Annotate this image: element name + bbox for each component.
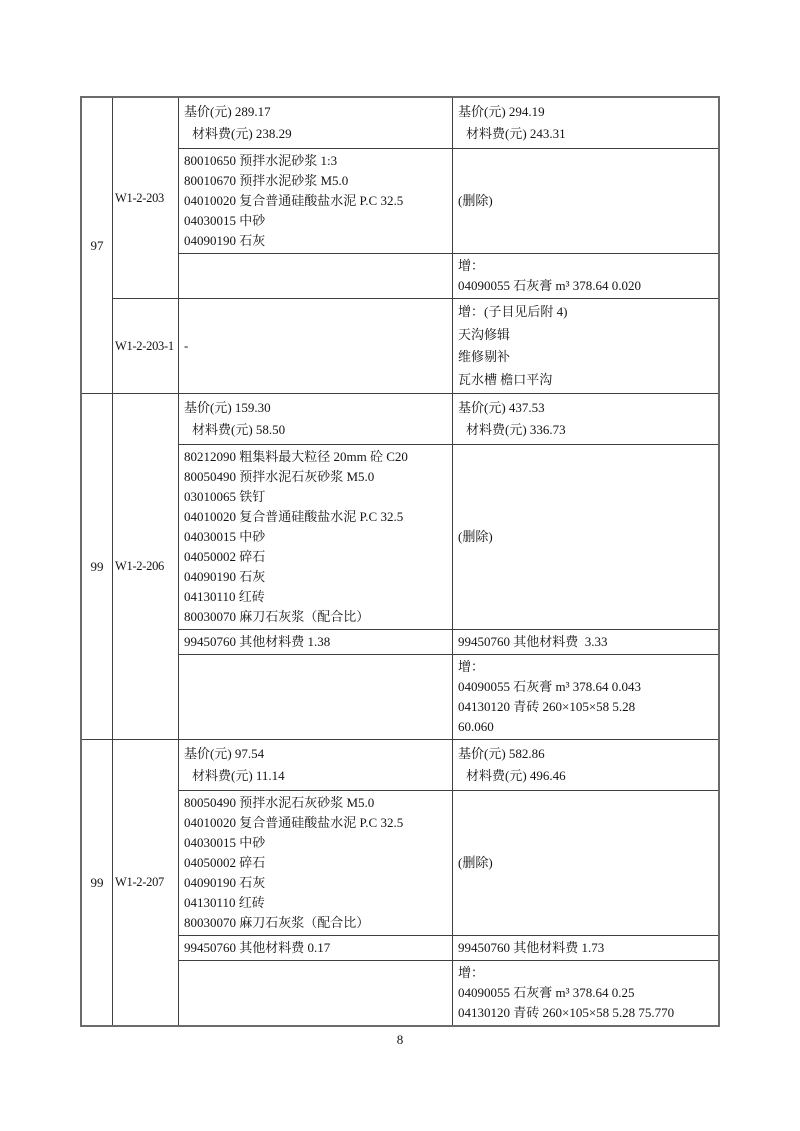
right-cell [453, 936, 718, 960]
left-cell [179, 98, 453, 148]
text-line: 99450760 其他材料费 0.17 [184, 940, 331, 955]
text-line: 04010020 复合普通硅酸盐水泥 P.C 32.5 [184, 193, 404, 208]
group-body [113, 98, 718, 393]
text-line: 80010670 预拌水泥砂浆 M5.0 [184, 173, 349, 188]
text-line: 增：(子目见后附 4) [458, 304, 568, 319]
item-section [113, 394, 718, 739]
subrow-increase [179, 253, 718, 298]
row-number-cell [82, 740, 113, 1025]
text-line: 80212090 粗集料最大粒径 20mm 砼 C20 [184, 449, 408, 464]
text-line: 04130120 青砖 260×105×58 5.28 [458, 699, 636, 714]
left-cell [179, 445, 453, 629]
text-line: 80030070 麻刀石灰浆（配合比） [184, 609, 370, 624]
left-cell [179, 655, 453, 739]
text-line: 基价(元) 289.17 [184, 104, 271, 119]
item-code-cell [113, 394, 179, 739]
subrow-other [179, 935, 718, 960]
text-line: 04030015 中砂 [184, 835, 266, 850]
right-cell [453, 254, 718, 298]
text-line: 80010650 预拌水泥砂浆 1:3 [184, 153, 338, 168]
left-cell [179, 394, 453, 444]
right-cell [453, 740, 718, 790]
text-line: 04090190 石灰 [184, 569, 266, 584]
section-body [179, 394, 718, 739]
text-line: 材料费(元) 243.31 [466, 126, 566, 141]
text-line: 材料费(元) 58.50 [192, 422, 286, 437]
text-line: 增： [458, 258, 485, 273]
subrow-price [179, 394, 718, 444]
text-line: 99450760 其他材料费 1.38 [184, 634, 331, 649]
item-code-cell [113, 98, 179, 298]
right-cell [453, 791, 718, 935]
left-cell [179, 149, 453, 253]
right-cell [453, 394, 718, 444]
table-row-group [82, 739, 718, 1025]
left-cell [179, 791, 453, 935]
text-line: 材料费(元) 496.46 [466, 768, 566, 783]
text-line: 03010065 铁钉 [184, 489, 266, 504]
subrow-price [179, 740, 718, 790]
text-line: 04050002 碎石 [184, 855, 266, 870]
text-line: 04090055 石灰膏 m³ 378.64 0.020 [458, 278, 642, 293]
text-line: 基价(元) 294.19 [458, 104, 545, 119]
left-cell [179, 740, 453, 790]
text-line: 基价(元) 437.53 [458, 400, 545, 415]
subrow-materials [179, 790, 718, 935]
table-row-group [82, 393, 718, 739]
item-code: W1-2-206 [115, 559, 164, 573]
item-section [113, 740, 718, 1025]
text-line: 04130110 红砖 [184, 895, 265, 910]
text-line: 60.060 [458, 719, 494, 734]
text-line: 04030015 中砂 [184, 529, 266, 544]
subrow-single [179, 299, 718, 393]
text-line: 04010020 复合普通硅酸盐水泥 P.C 32.5 [184, 509, 404, 524]
row-number: 99 [90, 558, 104, 574]
text-line: (删除) [458, 193, 493, 208]
text-line: 基价(元) 159.30 [184, 400, 271, 415]
text-line: 天沟修辑 [458, 326, 511, 342]
subrow-increase [179, 960, 718, 1025]
text-line: 80030070 麻刀石灰浆（配合比） [184, 915, 370, 930]
table-row-group [82, 98, 718, 393]
text-line: 增： [458, 965, 485, 980]
item-code-cell [113, 740, 179, 1025]
item-code: W1-2-203-1 [115, 338, 174, 353]
text-line: 04090055 石灰膏 m³ 378.64 0.25 [458, 985, 635, 1000]
page-number: 8 [396, 1032, 404, 1047]
left-cell [179, 630, 453, 654]
text-line: 04090190 石灰 [184, 233, 266, 248]
row-number-cell [82, 98, 113, 393]
item-section [113, 98, 718, 298]
text-line: 材料费(元) 238.29 [192, 126, 292, 141]
text-line: 04130110 红砖 [184, 589, 265, 604]
right-cell [453, 445, 718, 629]
left-cell [179, 936, 453, 960]
quota-table [80, 96, 720, 1027]
text-line: 04090190 石灰 [184, 875, 266, 890]
section-body [179, 740, 718, 1025]
subrow-other [179, 629, 718, 654]
text-line: - [184, 337, 189, 353]
subrow-materials [179, 444, 718, 629]
item-code: W1-2-207 [115, 875, 164, 889]
row-number-cell [82, 394, 113, 739]
text-line: 材料费(元) 336.73 [466, 422, 566, 437]
subrow-materials [179, 148, 718, 253]
text-line: (删除) [458, 529, 493, 544]
right-cell [453, 299, 718, 393]
item-code: W1-2-203 [115, 190, 164, 205]
left-cell [179, 254, 453, 298]
group-body [113, 740, 718, 1025]
right-cell [453, 149, 718, 253]
text-line: 维修剔补 [458, 349, 511, 364]
item-code-cell [113, 299, 179, 393]
text-line: 基价(元) 582.86 [458, 746, 545, 761]
row-number: 99 [90, 874, 104, 890]
text-line: 瓦水槽 檐口平沟 [458, 371, 553, 387]
group-body [113, 394, 718, 739]
text-line: 04010020 复合普通硅酸盐水泥 P.C 32.5 [184, 815, 404, 830]
right-cell [453, 98, 718, 148]
right-cell [453, 961, 718, 1025]
text-line: 80050490 预拌水泥石灰砂浆 M5.0 [184, 795, 375, 810]
text-line: 04090055 石灰膏 m³ 378.64 0.043 [458, 679, 642, 694]
subrow-price [179, 98, 718, 148]
left-cell [179, 299, 453, 393]
text-line: (删除) [458, 855, 493, 870]
right-cell [453, 630, 718, 654]
text-line: 04130120 青砖 260×105×58 5.28 75.770 [458, 1005, 675, 1020]
text-line: 材料费(元) 11.14 [192, 768, 285, 783]
text-line: 增： [458, 659, 485, 674]
text-line: 80050490 预拌水泥石灰砂浆 M5.0 [184, 469, 375, 484]
text-line: 04030015 中砂 [184, 213, 266, 228]
left-cell [179, 961, 453, 1025]
row-number: 97 [90, 237, 104, 253]
section-body [179, 299, 718, 393]
item-section [113, 298, 718, 393]
text-line: 基价(元) 97.54 [184, 746, 265, 761]
section-body [179, 98, 718, 298]
text-line: 99450760 其他材料费 3.33 [458, 634, 608, 649]
right-cell [453, 655, 718, 739]
text-line: 04050002 碎石 [184, 549, 266, 564]
text-line: 99450760 其他材料费 1.73 [458, 940, 605, 955]
subrow-increase [179, 654, 718, 739]
